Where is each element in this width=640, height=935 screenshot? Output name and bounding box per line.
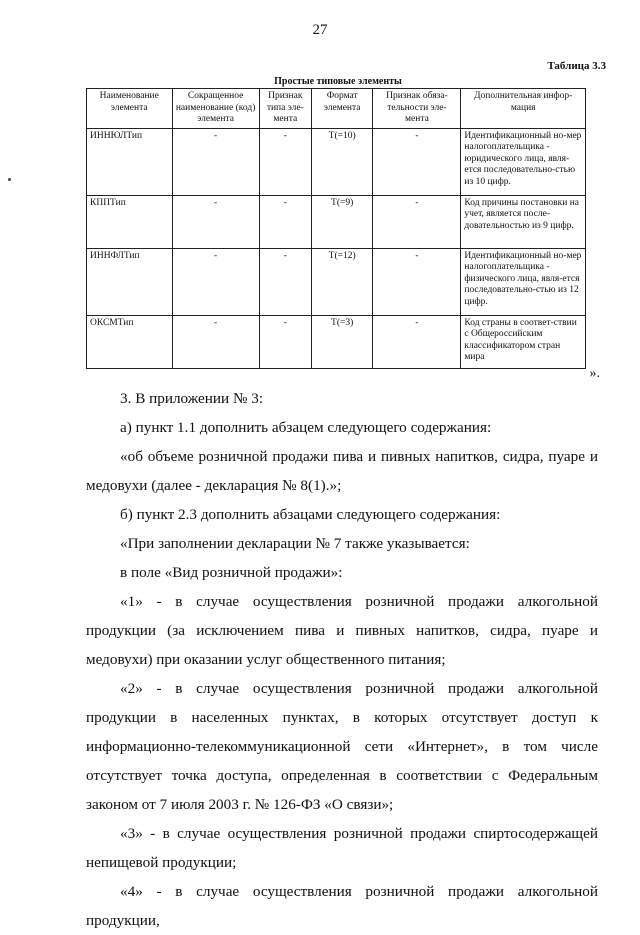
cell-name: КППТип [87,195,173,248]
cell-type-flag: - [259,315,311,368]
cell-code: - [172,315,259,368]
simple-elements-table [86,88,586,369]
paragraph-option-4: «4» - в случае осуществления розничной продажи алкогольной продукции, [86,883,598,929]
paragraph-quote-b: «При заполнении декларации № 7 также указывается: [120,535,470,552]
table-reference: Таблица 3.3 [547,60,606,72]
cell-additional-info: Идентификационный но-мер налогоплательщика - юридического лица, явля-ется последовательно-стью из 10 цифр. [461,128,586,195]
cell-required-flag: - [373,248,461,315]
header-required-flag: Признак обяза-тельности эле-мента [373,89,461,129]
closing-quote: ». [589,366,600,381]
cell-required-flag: - [373,128,461,195]
scan-dot [8,178,11,181]
cell-required-flag: - [373,195,461,248]
cell-name: ИННЮЛТип [87,128,173,195]
cell-additional-info: Код страны в соответ-ствии с Общероссийским классификатором стран мира [461,315,586,368]
paragraph-section-3: 3. В приложении № 3: [120,390,264,407]
cell-format: T(=3) [311,315,373,368]
cell-code: - [172,128,259,195]
cell-code: - [172,248,259,315]
cell-type-flag: - [259,128,311,195]
paragraph-item-b: б) пункт 2.3 дополнить абзацами следующего содержания: [120,506,501,523]
paragraph-option-1: «1» - в случае осуществления розничной продажи алкогольной продукции (за исключением пива и пивных напитков, сидра, пуаре и медовухи) при оказании услуг общественного питания; [86,593,598,668]
paragraph-field-name: в поле «Вид розничной продажи»: [120,564,343,581]
table-header-row [87,89,586,129]
table-row [87,248,586,315]
table-row [87,128,586,195]
paragraph-option-3: «3» - в случае осуществления розничной продажи спиртосодержащей непищевой продукции; [86,825,598,871]
header-type-flag: Признак типа эле-мента [259,89,311,129]
cell-format: T(=12) [311,248,373,315]
cell-type-flag: - [259,195,311,248]
document-body [86,384,598,935]
header-code: Сокращенное наименование (код) элемента [172,89,259,129]
paragraph-option-2: «2» - в случае осуществления розничной продажи алкогольной продукции в населенных пунктах, в которых отсутствует доступ к информационно-телекоммуникационной сети «Интернет», в том числе отсутствует точка доступа, определенная в соответствии с Федеральным законом от 7 июля 2003 г. № 126-ФЗ «О связи»; [86,680,598,813]
table-row [87,195,586,248]
header-name: Наименование элемента [87,89,173,129]
table-caption: Простые типовые элементы [274,76,402,87]
cell-additional-info: Идентификационный но-мер налогоплательщика - физического лица, явля-ется последовательно-стью из 12 цифр. [461,248,586,315]
cell-format: T(=10) [311,128,373,195]
header-additional-info: Дополнительная инфор-мация [461,89,586,129]
paragraph-item-a: а) пункт 1.1 дополнить абзацем следующего содержания: [120,419,492,436]
cell-name: ОКСМТип [87,315,173,368]
paragraph-quote-a: «об объеме розничной продажи пива и пивных напитков, сидра, пуаре и медовухи (далее - декларация № 8(1).»; [86,448,598,494]
cell-type-flag: - [259,248,311,315]
cell-format: T(=9) [311,195,373,248]
page-number: 27 [312,22,328,38]
table-row [87,315,586,368]
cell-name: ИННФЛТип [87,248,173,315]
cell-code: - [172,195,259,248]
cell-required-flag: - [373,315,461,368]
cell-additional-info: Код причины постановки на учет, является после-довательностью из 9 цифр. [461,195,586,248]
header-format: Формат элемента [311,89,373,129]
